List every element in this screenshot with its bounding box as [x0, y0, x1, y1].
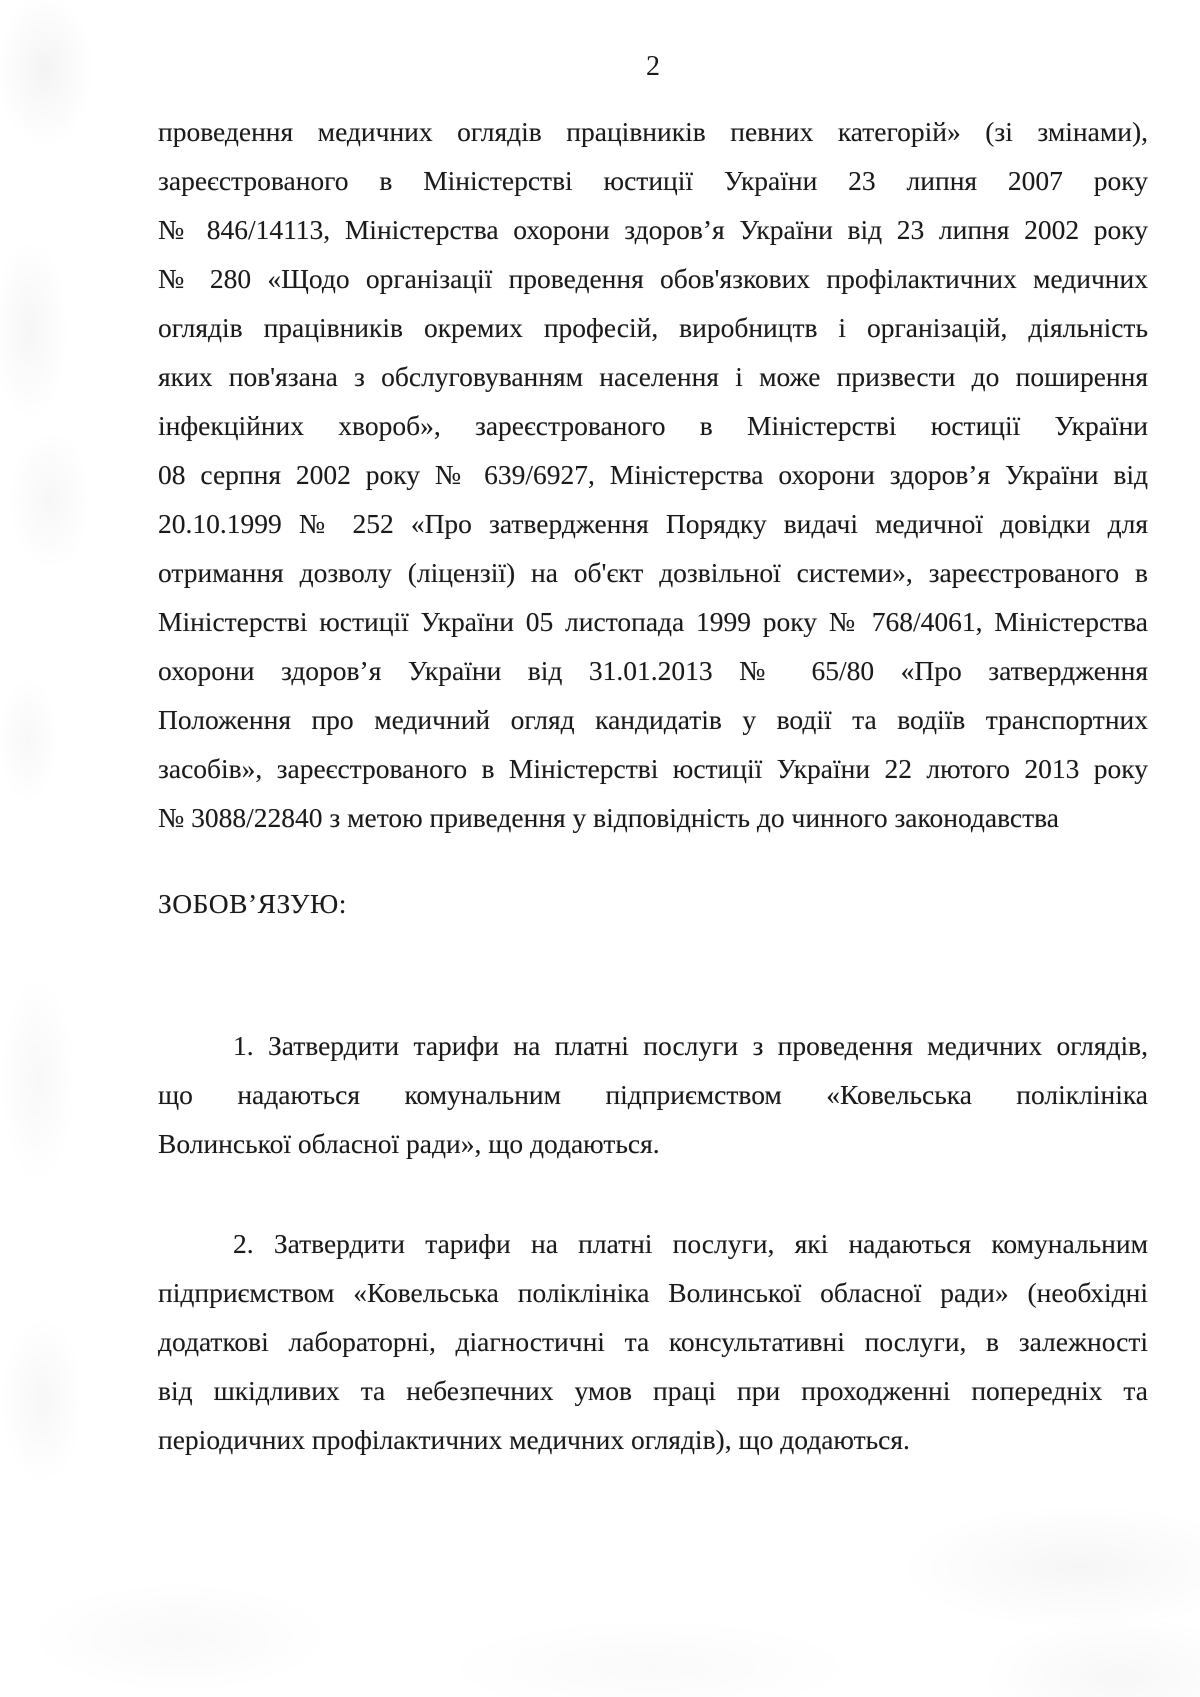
text-line: від шкідливих та небезпечних умов праці при проходженні попередніх та	[158, 1375, 1148, 1406]
text-line: засобів», зареєстрованого в Міністерстві юстиції України 22 лютого 2013 року	[158, 753, 1148, 784]
text-line: інфекційних хвороб», зареєстрованого в Міністерстві юстиції України	[158, 410, 1148, 441]
obligation-heading	[158, 879, 1148, 928]
paragraph-1	[158, 1021, 1148, 1168]
continued-paragraph	[158, 107, 1148, 842]
text-line: зареєстрованого в Міністерстві юстиції України 23 липня 2007 року	[158, 165, 1148, 196]
text-line: Волинської обласної ради», що додаються.	[158, 1128, 660, 1159]
text-line: періодичних профілактичних медичних оглядів), що додаються.	[158, 1424, 910, 1455]
heading-text: ЗОБОВ’ЯЗУЮ:	[158, 888, 347, 919]
text-line: отримання дозволу (ліцензії) на об'єкт дозвільної системи», зареєстрованого в	[158, 557, 1148, 588]
page-number: 2	[646, 51, 660, 82]
text-line: додаткові лабораторні, діагностичні та консультативні послуги, в залежності	[158, 1326, 1148, 1357]
text-line: Положення про медичний огляд кандидатів у водії та водіїв транспортних	[158, 704, 1148, 735]
scan-noise-left-edge	[0, 0, 140, 1697]
text-line: 20.10.1999 № 252 «Про затвердження Порядку видачі медичної довідки для	[158, 508, 1148, 539]
paragraph-2	[158, 1219, 1148, 1464]
text-line: № 280 «Щодо організації проведення обов'язкових профілактичних медичних	[158, 263, 1148, 294]
text-line: підприємством «Ковельська поліклініка Волинської обласної ради» (необхідні	[158, 1277, 1148, 1308]
text-line: № 846/14113, Міністерства охорони здоров’я України від 23 липня 2002 року	[158, 214, 1148, 245]
scan-noise-bottom-edge	[0, 1477, 1200, 1697]
text-line: яких пов'язана з обслуговуванням населення і може призвести до поширення	[158, 361, 1148, 392]
text-line: № 3088/22840 з метою приведення у відповідність до чинного законодавства	[158, 802, 1059, 833]
text-line: 08 серпня 2002 року № 639/6927, Міністерства охорони здоров’я України від	[158, 459, 1148, 490]
text-line: оглядів працівників окремих професій, виробництв і організацій, діяльність	[158, 312, 1148, 343]
text-line: охорони здоров’я України від 31.01.2013 № 65/80 «Про затвердження	[158, 655, 1148, 686]
text-line: 2. Затвердити тарифи на платні послуги, які надаються комунальним	[233, 1228, 1148, 1259]
text-line: що надаються комунальним підприємством «Ковельська поліклініка	[158, 1079, 1148, 1110]
text-line: Міністерстві юстиції України 05 листопада 1999 року № 768/4061, Міністерства	[158, 606, 1148, 637]
text-line: 1. Затвердити тарифи на платні послуги з проведення медичних оглядів,	[233, 1030, 1148, 1061]
text-line: проведення медичних оглядів працівників певних категорій» (зі змінами),	[158, 116, 1148, 147]
